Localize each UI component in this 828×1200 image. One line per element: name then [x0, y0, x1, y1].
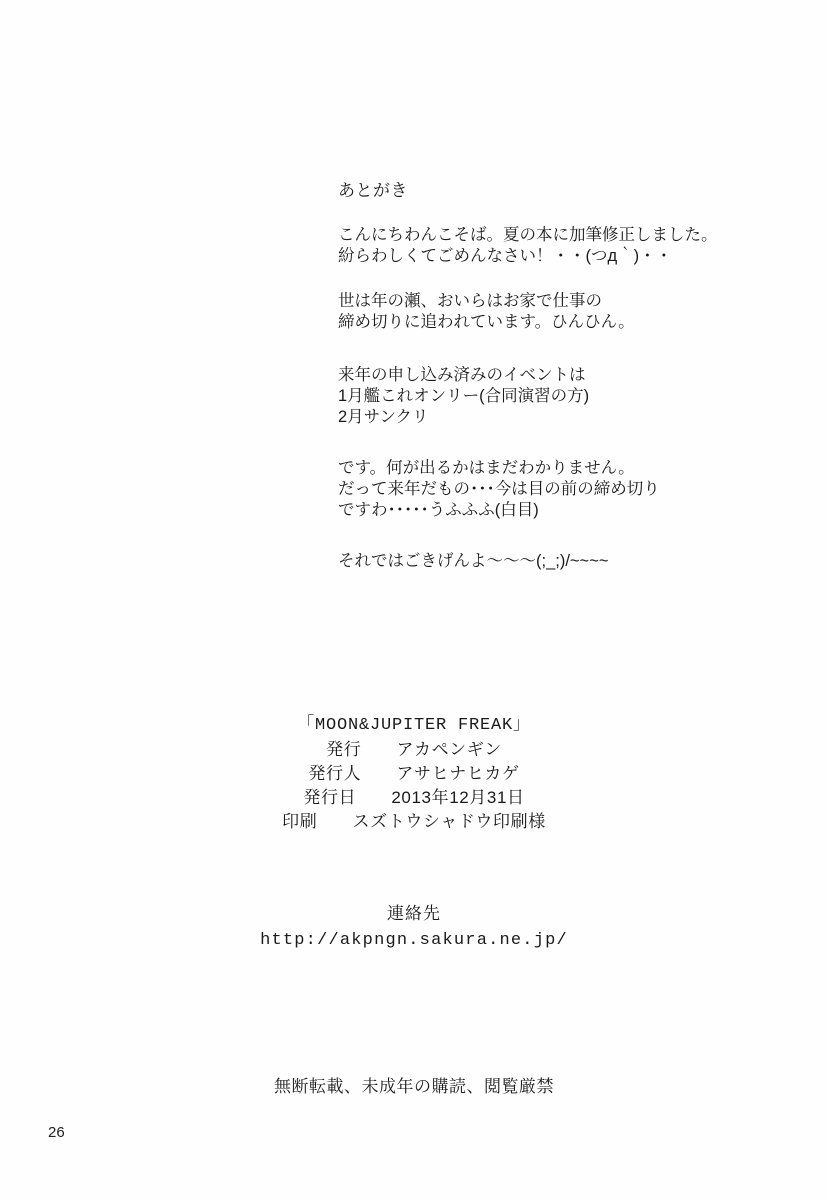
afterword-paragraph [338, 551, 798, 572]
afterword-line: 1月艦これオンリー(合同演習の方) [338, 387, 590, 405]
afterword-line: こんにちわんこそば。夏の本に加筆修正しました。 [338, 226, 718, 244]
afterword-line: 2月サンクリ [338, 408, 429, 426]
afterword-line: だって来年だもの･･･今は目の前の締め切り [338, 480, 660, 498]
contact-label: 連絡先 [387, 904, 441, 923]
afterword-title: あとがき [338, 181, 408, 200]
afterword-line: 来年の申し込み済みのイベントは [338, 366, 586, 384]
contact-url[interactable]: http://akpngn.sakura.ne.jp/ [260, 931, 568, 950]
colophon-publish-date: 発行日 2013年12月31日 [303, 788, 525, 807]
afterword-line: です。何が出るかはまだわかりません。 [338, 459, 635, 477]
afterword-section [338, 182, 798, 596]
afterword-line: それではごきげんよ～～～(;_;)/~~~~ [338, 552, 609, 570]
afterword-line: 締め切りに追われています。ひんひん。 [338, 313, 635, 331]
afterword-paragraph [338, 458, 798, 521]
afterword-paragraph [338, 291, 798, 333]
copyright-notice: 無断転載、未成年の購読、閲覧厳禁 [274, 1077, 554, 1096]
contact-section [0, 902, 828, 954]
afterword-line: ですわ･････うふふふ(白目) [338, 501, 539, 519]
colophon-publisher: 発行 アカペンギン [326, 740, 502, 759]
afterword-paragraph [338, 225, 798, 267]
colophon-section [0, 714, 828, 834]
colophon-title: 「MOON&JUPITER FREAK」 [297, 716, 531, 735]
colophon-publisher-person: 発行人 アサヒナヒカゲ [308, 764, 520, 783]
afterword-line: 世は年の瀬、おいらはお家で仕事の [338, 292, 602, 310]
page-number: 26 [48, 1124, 65, 1141]
afterword-paragraph [338, 365, 798, 428]
afterword-line: 紛らわしくてごめんなさい！・・(つд｀)・・ [338, 247, 673, 265]
colophon-printer: 印刷 スズトウシャドウ印刷様 [282, 812, 546, 831]
